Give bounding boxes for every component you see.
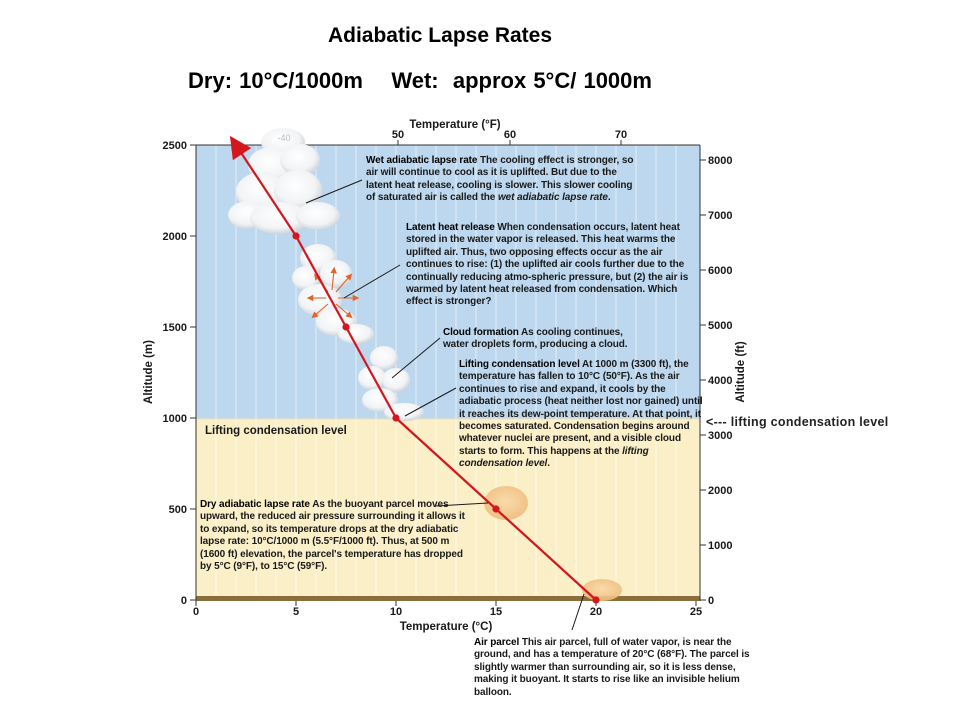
slide-subtitle: Dry: 10°C/1000m Wet: approx 5°C/ 1000m (188, 68, 652, 93)
right-tick-label: 1000 (708, 540, 733, 552)
annotation-body: The cooling effect is stronger, so air will continue to cool as it is uplifted. But due to the latent heat release, cooling is slower. This slower cooling of saturated air is called the (366, 155, 634, 204)
parcel-path-point (292, 232, 299, 239)
right-tick-label: 6000 (708, 265, 733, 277)
annotation-end: . (607, 192, 611, 204)
bottom-tick-label: 10 (389, 606, 403, 618)
bottom-tick-label: 5 (292, 606, 300, 618)
top-tick-label: 60 (503, 129, 517, 141)
annotation-heading: Cloud formation (443, 327, 519, 338)
annotation-body: When condensation occurs, latent heat stored in the water vapor is released. This heat warms the uplifted air. Thus, two opposing effects occur as the air continues to rise: (1) the uplifted air cools further due to the continually reducing atmo-spheric pressure, but (2) the air is warmed by latent heat released from condensation. Which effect is stronger? (406, 222, 689, 308)
top-tick-label: 50 (391, 129, 405, 141)
ground-surface (196, 596, 700, 601)
annotation-heading: Dry adiabatic lapse rate (200, 499, 310, 510)
parcel-path-point (342, 323, 349, 330)
annotation-air-parcel (474, 637, 750, 699)
annotation-heading: Wet adiabatic lapse rate (366, 155, 478, 166)
right-tick-label: 3000 (708, 430, 733, 442)
bottom-ticks (196, 601, 696, 606)
lcl-plot-label: Lifting condensation level (205, 425, 347, 437)
left-tick-label: 0 (180, 595, 187, 607)
parcel-path-point (592, 596, 599, 603)
right-tick-label: 2000 (708, 485, 733, 497)
annotation-emphasis: lifting condensation level (459, 445, 649, 470)
annotation-body: As cooling continues, water droplets form, producing a cloud. (443, 327, 628, 351)
slide-title: Adiabatic Lapse Rates (327, 24, 553, 47)
right-axis-title: Altitude (ft) (735, 341, 747, 403)
left-ticks (190, 145, 196, 600)
right-tick-label: 8000 (708, 155, 733, 167)
annotation-emphasis: wet adiabatic lapse rate (497, 192, 608, 204)
left-tick-label: 500 (168, 504, 187, 516)
annotation-body: As the buoyant parcel moves upward, the reduced air pressure surrounding it allows it to expand, so its temperature drops at the dry adiabatic lapse rate: 10°C/1000 m (5.5°F/1000 ft). Thus, at 500 m (1600 ft) elevation, the parcel's temperature has dropped by 5°C (9°F), to 15°C (59°F). (200, 499, 465, 573)
annotation-lcl (459, 359, 703, 471)
parcel-path-point (492, 505, 499, 512)
annotation-body: At 1000 m (3300 ft), the temperature has fallen to 10°C (50°F). As the air continues to rise and expand, it cools by the adiabatic process (heat neither lost nor gained) until it reaches its dew-point temperature. At that point, it becomes saturated. Condensation begins around whatever nuclei are present, and a visible cloud starts to form. This happens at the (459, 359, 703, 457)
bottom-tick-label: 25 (689, 606, 703, 618)
annotation-heading: Latent heat release (406, 222, 495, 233)
parcel-blob-ground (582, 579, 622, 601)
bottom-tick-labels (193, 606, 702, 618)
left-tick-label: 1000 (162, 413, 187, 425)
right-tick-label: 0 (708, 595, 715, 607)
bottom-tick-label: 15 (489, 606, 503, 618)
annotation-body: This air parcel, full of water vapor, is near the ground, and has a temperature of 20°C (68°F). The parcel is slightly warmer than surrounding air, so it is less dense, making it buoyant. It starts to rise like an invisible helium balloon. (474, 637, 750, 698)
annotation-end: . (547, 458, 550, 470)
left-tick-label: 1500 (162, 322, 187, 334)
left-tick-label: 2500 (162, 140, 187, 152)
bottom-tick-label: 0 (192, 606, 200, 618)
annotation-heading: Lifting condensation level (459, 359, 580, 370)
right-tick-label: 5000 (708, 320, 733, 332)
lcl-side-label: <--- lifting condensation level (706, 415, 889, 429)
right-tick-label: 4000 (708, 375, 733, 387)
annotation-latent-heat (406, 222, 690, 309)
left-tick-labels (163, 140, 187, 607)
top-tick-label: 70 (614, 129, 628, 141)
top-axis-title: Temperature (°F) (409, 119, 501, 131)
parcel-path-point (392, 414, 399, 421)
annotation-wet-lapse (366, 155, 634, 205)
left-tick-label: 2000 (162, 231, 187, 243)
right-tick-label: 7000 (708, 210, 733, 222)
left-axis-title: Altitude (m) (143, 340, 155, 404)
right-tick-labels (708, 155, 732, 607)
annotation-dry-lapse (200, 499, 470, 573)
bottom-axis-title: Temperature (°C) (399, 621, 493, 633)
bottom-tick-label: 20 (589, 606, 603, 618)
annotation-heading: Air parcel (474, 637, 520, 648)
cloud-top-temp-label: -40 (277, 133, 291, 143)
annotation-cloud-formation (443, 327, 643, 352)
